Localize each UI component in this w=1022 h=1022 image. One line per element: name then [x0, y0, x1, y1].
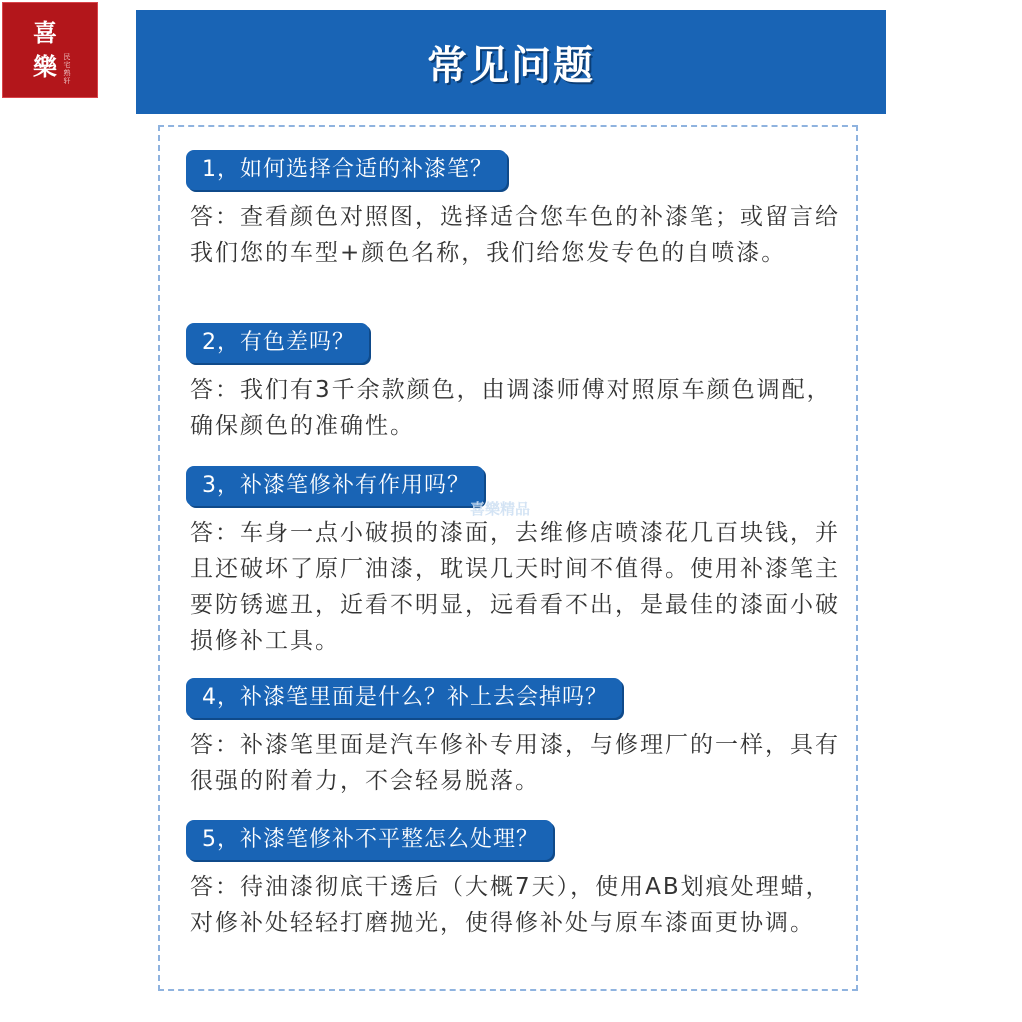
faq-answer-5: 答：待油漆彻底干透后（大概7天），使用AB划痕处理蜡，对修补处轻轻打磨抛光，使得修补处与原车漆面更协调。 [190, 874, 831, 936]
faq-answer-1: 答：查看颜色对照图，选择适合您车色的补漆笔；或留言给我们您的车型+颜色名称，我们给您发专色的自喷漆。 [190, 204, 840, 266]
logo-char-1: 喜 [33, 18, 57, 47]
logo-char-2: 樂 [33, 52, 57, 81]
faq-answer-4: 答：补漆笔里面是汽车修补专用漆，与修理厂的一样，具有很强的附着力，不会轻易脱落。 [190, 732, 840, 794]
faq-question-2: 2，有色差吗？ [186, 323, 369, 363]
faq-question-4: 4，补漆笔里面是什么？补上去会掉吗？ [186, 678, 622, 718]
faq-item-5 [186, 820, 846, 941]
faq-item-2 [186, 323, 846, 444]
faq-item-4 [186, 678, 846, 799]
faq-question-1: 1，如何选择合适的补漆笔？ [186, 150, 507, 190]
faq-answer-3: 答：车身一点小破损的漆面，去维修店喷漆花几百块钱，并且还破坏了原厂油漆，耽误几天时间不值得。使用补漆笔主要防锈遮丑，近看不明显，远看看不出，是最佳的漆面小破损修补工具。 [190, 520, 840, 654]
faq-question-3: 3，补漆笔修补有作用吗？ [186, 466, 484, 506]
header-banner [136, 10, 886, 114]
faq-answer-2: 答：我们有3千余款颜色，由调漆师傅对照原车颜色调配，确保颜色的准确性。 [190, 377, 832, 439]
brand-logo [2, 2, 98, 98]
faq-question-5: 5，补漆笔修补不平整怎么处理？ [186, 820, 553, 860]
faq-item-3 [186, 466, 846, 659]
faq-item-1 [186, 150, 846, 271]
watermark-text: 喜樂精品 [470, 500, 531, 518]
page-title: 常见问题 [427, 42, 595, 89]
logo-small-text: 民宅熟轩 [63, 53, 71, 85]
